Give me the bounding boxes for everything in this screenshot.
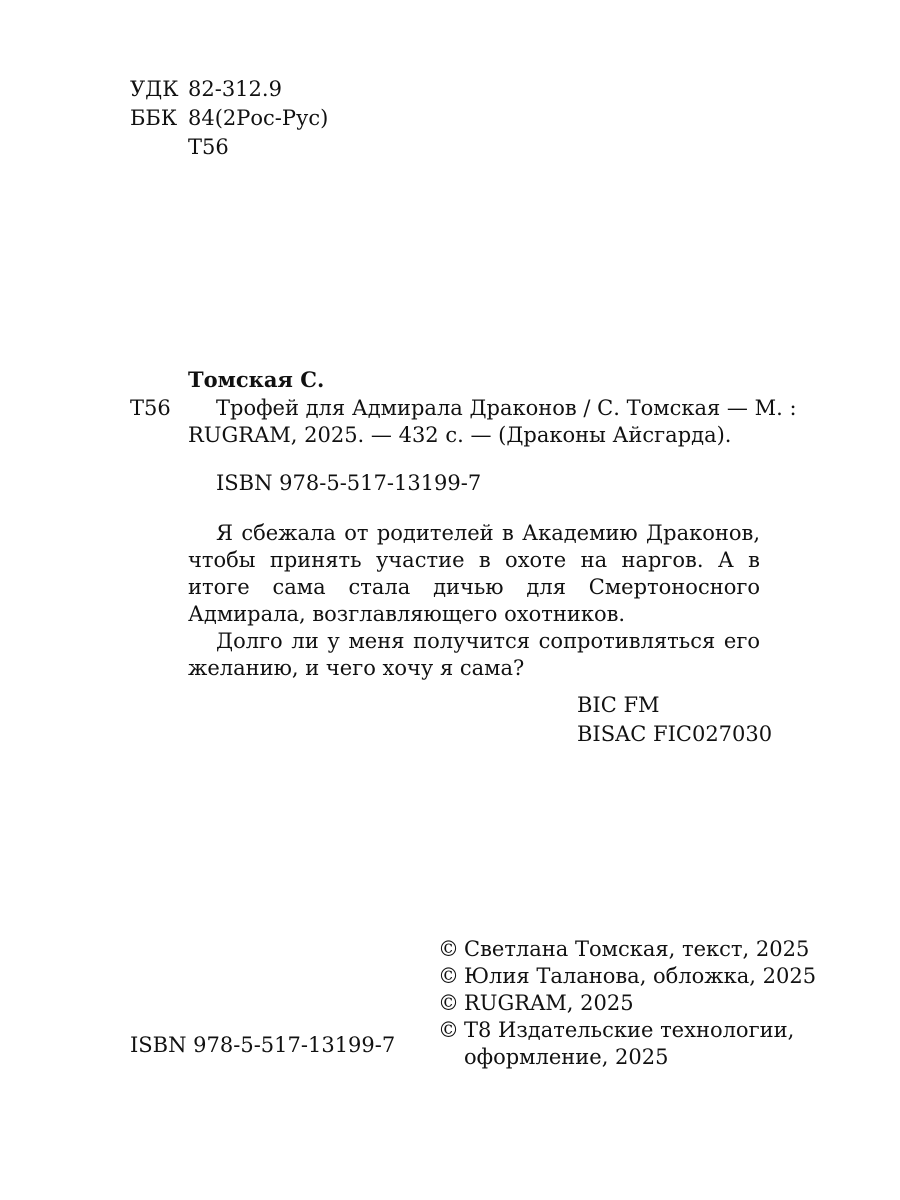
isbn-footer: ISBN 978-5-517-13199-7 <box>130 1033 396 1057</box>
cutter-mark: Т56 <box>130 396 171 420</box>
copyright-icon: © <box>438 964 459 988</box>
udk-label: УДК <box>130 77 179 101</box>
udk-row <box>130 76 328 105</box>
copyright-text-cover: Юлия Таланова, обложка, 2025 <box>464 964 817 988</box>
copyright-text-design: Т8 Издательские технологии, <box>464 1018 795 1042</box>
copyright-icon: © <box>438 1018 459 1042</box>
cutter-row <box>130 134 328 163</box>
udk-value: 82-312.9 <box>188 77 282 101</box>
copyright-line-continued <box>438 1044 878 1071</box>
author-heading: Томская С. <box>188 367 325 392</box>
bibliographic-description <box>188 395 797 449</box>
bbk-row <box>130 105 328 134</box>
copyright-line <box>438 963 878 990</box>
description-line-2: RUGRAM, 2025. — 432 с. — (Драконы Айсгарда). <box>188 423 732 447</box>
bic-code: BIC FM <box>577 693 660 717</box>
copyright-text-publisher: RUGRAM, 2025 <box>464 991 634 1015</box>
copyright-line <box>438 990 878 1017</box>
copyright-text-design-continued: оформление, 2025 <box>464 1045 669 1069</box>
annotation-paragraph-1: Я сбежала от родителей в Академию Драконов, чтобы принять участие в охоте на наргов. А в итоге сама стала дичью для Смертоносного Адмирала, возглавляющего охотников. <box>188 521 760 626</box>
annotation-paragraph-2: Долго ли у меня получится сопротивляться его желанию, и чего хочу я сама? <box>188 629 760 680</box>
isbn-record: ISBN 978-5-517-13199-7 <box>216 471 482 495</box>
copyright-block <box>438 936 878 1071</box>
copyright-line <box>438 1017 878 1044</box>
bbk-label: ББК <box>130 106 178 130</box>
bbk-value: 84(2Рос-Рус) <box>188 106 329 130</box>
copyright-icon: © <box>438 937 459 961</box>
description-row <box>130 395 797 449</box>
annotation <box>188 520 760 682</box>
bibliographic-record <box>130 366 797 449</box>
subject-codes <box>577 692 772 750</box>
cutter-mark-top: Т56 <box>188 135 229 159</box>
classification-block <box>130 76 328 163</box>
description-line-1: Трофей для Адмирала Драконов / С. Томская — М. : <box>216 396 797 420</box>
copyright-text-author: Светлана Томская, текст, 2025 <box>464 937 810 961</box>
bisac-code: BISAC FIC027030 <box>577 722 773 746</box>
copyright-icon: © <box>438 991 459 1015</box>
copyright-line <box>438 936 878 963</box>
